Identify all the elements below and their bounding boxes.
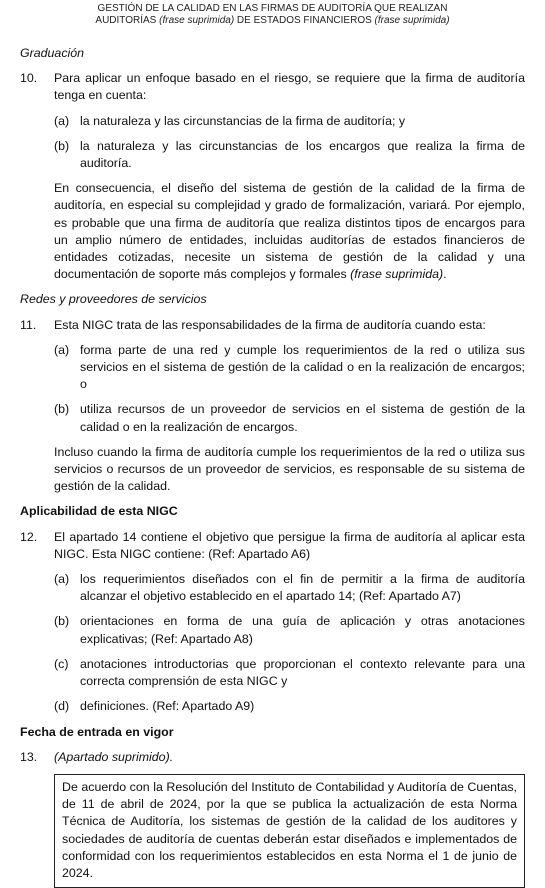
paragraph-10-continuation bbox=[54, 180, 525, 283]
item-label: (b) bbox=[54, 138, 70, 153]
section-heading-graduacion: Graduación bbox=[20, 46, 85, 60]
item-text: la naturaleza y las circunstancias de la firma de auditoría; y bbox=[80, 113, 406, 128]
list-item-12d bbox=[54, 698, 525, 715]
paragraph-number: 11. bbox=[20, 317, 37, 332]
paragraph-11-continuation: Incluso cuando la firma de auditoría cumple los requerimientos de la red o utiliza sus servicios o recursos de un proveedor de servicios, es responsable de su sistema de gestión de la calidad. bbox=[54, 444, 525, 494]
running-header bbox=[0, 0, 545, 27]
paragraph-number: 10. bbox=[20, 71, 38, 86]
item-text: la naturaleza y las circunstancias de los encargos que realiza la firma de auditoría. bbox=[80, 138, 525, 171]
section-heading-fecha: Fecha de entrada en vigor bbox=[20, 724, 174, 739]
section-heading-aplicabilidad: Aplicabilidad de esta NIGC bbox=[20, 504, 178, 519]
paragraph-13 bbox=[20, 749, 525, 766]
continuation-text: En consecuencia, el diseño del sistema de gestión de la calidad de la firma de auditoría, en especial su complejidad y grado de formalización, variará. Por ejemplo, es probable que una firma de auditoría que realiza distintos tipos de encargos para un amplio número de entidades, incluidas auditorías de estados financieros de entidades cotizadas, necesite un sistema de gestión de la calidad y una documentación de soporte más complejos y formales bbox=[54, 181, 525, 282]
item-text: forma parte de una red y cumple los requerimientos de la red o utiliza sus servicios en el sistema de gestión de la calidad o en la realización de encargos; o bbox=[80, 342, 525, 392]
item-label: (a) bbox=[54, 342, 70, 357]
paragraph-number: 13. bbox=[20, 749, 38, 764]
section-heading-redes: Redes y proveedores de servicios bbox=[20, 292, 207, 307]
boxed-note: De acuerdo con la Resolución del Instituto de Contabilidad y Auditoría de Cuentas, de 11 de abril de 2024, por la que se publica la actualización de esta Norma Técnica de Auditoría, los sistemas de gestión de la calidad de los auditores y sociedades de auditoría de cuentas deberán estar diseñados e implementados de conformidad con los requerimientos establecidos en esta Norma el 1 de junio de 2024. bbox=[54, 774, 525, 888]
list-item-10b bbox=[54, 138, 525, 172]
item-label: (c) bbox=[54, 656, 69, 671]
item-label: (d) bbox=[54, 699, 70, 714]
item-label: (b) bbox=[54, 402, 70, 417]
header-line-2-part-d: (frase suprimida) bbox=[374, 15, 450, 26]
paragraph-text: Esta NIGC trata de las responsabilidades de la firma de auditoría cuando esta: bbox=[54, 317, 486, 332]
list-item-12c bbox=[54, 656, 525, 690]
item-text: anotaciones introductorias que proporcionan el contexto relevante para una correcta comprensión de esta NIGC y bbox=[80, 656, 525, 689]
paragraph-10 bbox=[20, 70, 525, 104]
continuation-italic: (frase suprimida) bbox=[350, 267, 444, 282]
paragraph-text: El apartado 14 contiene el objetivo que persigue la firma de auditoría al aplicar esta NIGC. Esta NIGC contiene: (Ref: Apartado A6) bbox=[54, 529, 525, 561]
item-text: orientaciones en forma de una guía de aplicación y otras anotaciones explicativas; (Ref: Apartado A8) bbox=[80, 614, 525, 646]
continuation-end: . bbox=[443, 267, 447, 282]
item-label: (a) bbox=[54, 113, 70, 128]
list-item-11a bbox=[54, 342, 525, 394]
paragraph-text: Para aplicar un enfoque basado en el riesgo, se requiere que la firma de auditoría tenga en cuenta: bbox=[54, 71, 525, 103]
item-text: los requerimientos diseñados con el fin de permitir a la firma de auditoría alcanzar el objetivo establecido en el apartado 14; (Ref: Apartado A7) bbox=[80, 572, 525, 604]
paragraph-number: 12. bbox=[20, 529, 38, 544]
paragraph-11 bbox=[20, 317, 525, 334]
paragraph-12 bbox=[20, 529, 525, 563]
header-line-2 bbox=[0, 15, 545, 27]
header-line-2-part-b: (frase suprimida) bbox=[159, 15, 235, 26]
list-item-11b bbox=[54, 401, 525, 435]
list-item-12a bbox=[54, 571, 525, 605]
item-text: definiciones. (Ref: Apartado A9) bbox=[80, 699, 255, 714]
item-label: (b) bbox=[54, 614, 70, 629]
item-label: (a) bbox=[54, 572, 70, 587]
list-item-12b bbox=[54, 613, 525, 647]
item-text: utiliza recursos de un proveedor de servicios en el sistema de gestión de la calidad o en la realización de encargos. bbox=[80, 402, 525, 434]
header-line-1: GESTIÓN DE LA CALIDAD EN LAS FIRMAS DE AUDITORÍA QUE REALIZAN bbox=[97, 3, 448, 14]
paragraph-text: (Apartado suprimido). bbox=[54, 749, 174, 764]
list-item-10a bbox=[54, 113, 525, 130]
document-body bbox=[20, 45, 525, 888]
header-line-2-part-c: DE ESTADOS FINANCIEROS bbox=[234, 15, 375, 26]
header-line-2-part-a: AUDITORÍAS bbox=[95, 15, 160, 26]
